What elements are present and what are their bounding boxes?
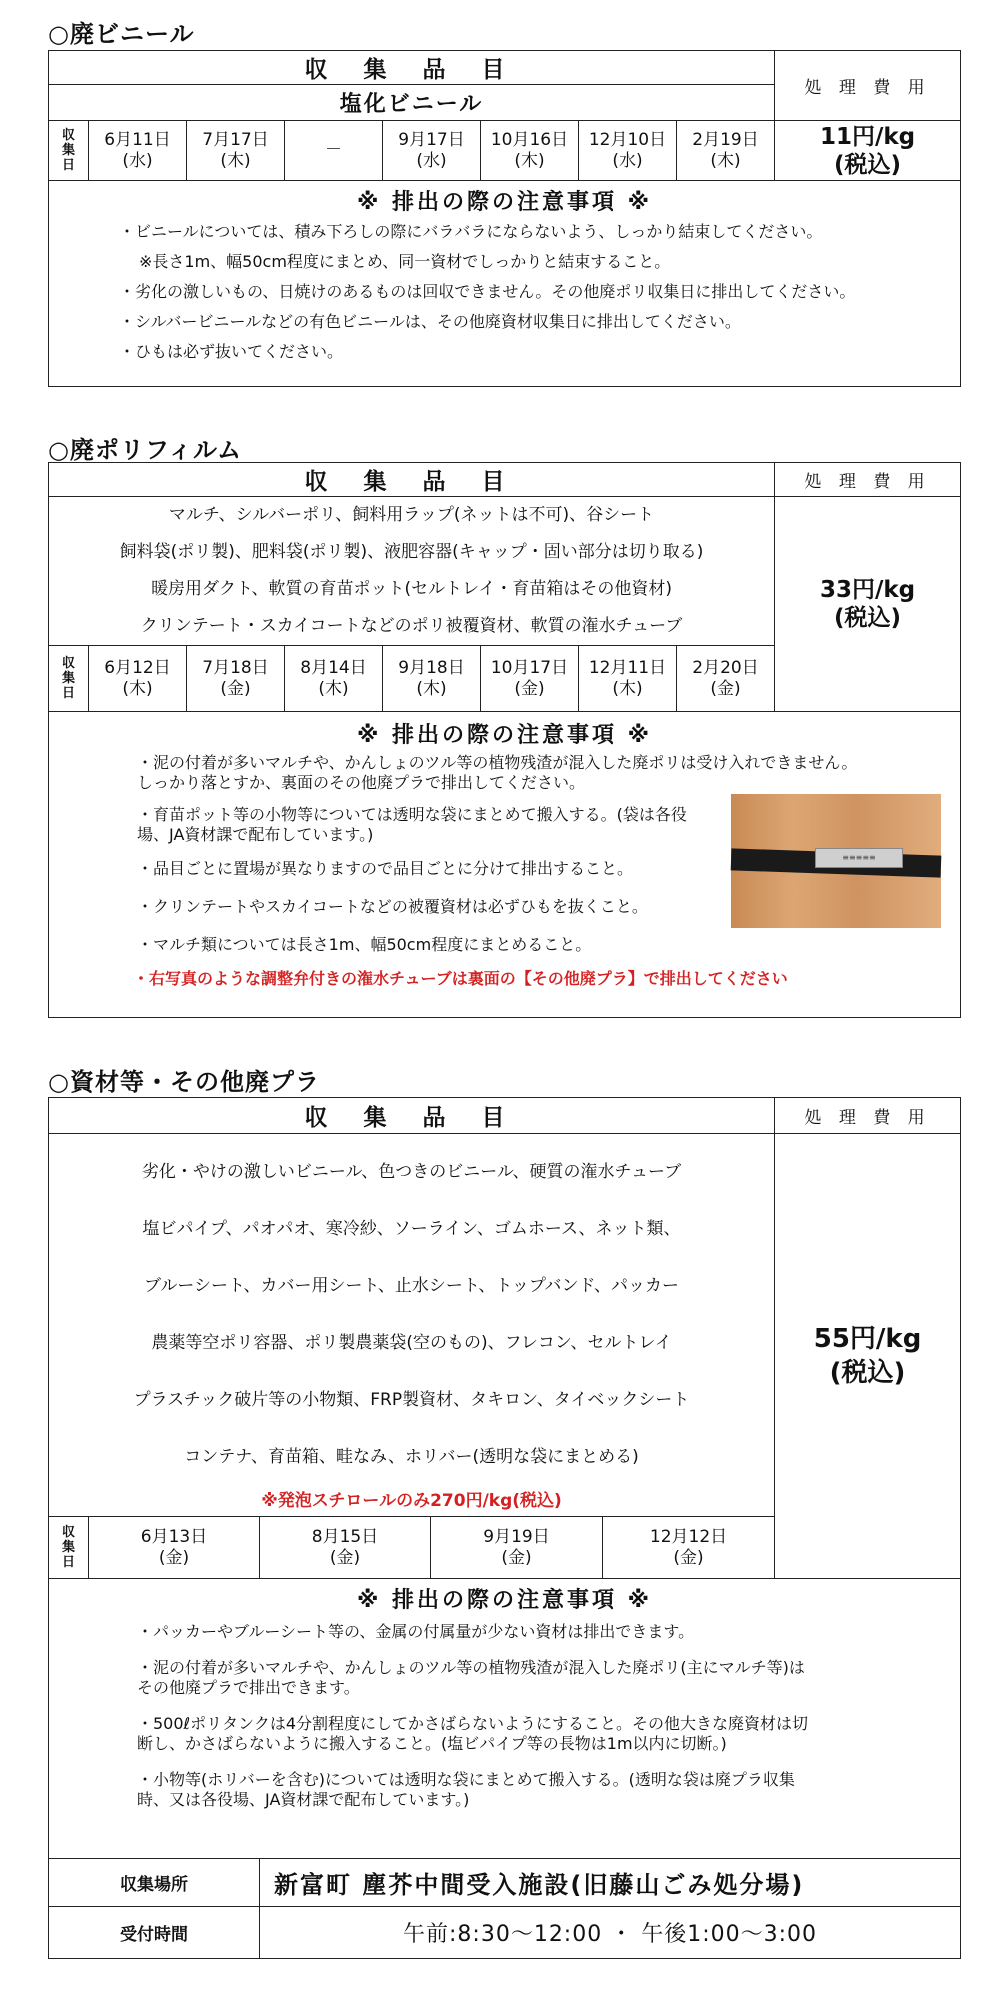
items-list [49,497,775,646]
collection-day-label: 収 集 日 [49,121,89,181]
section-title-polyfilm: ○廃ポリフィルム [48,436,243,464]
item-line: マルチ、シルバーポリ、飼料用ラップ(ネットは不可)、谷シート [168,505,655,525]
fee-header: 処 理 費 用 [775,463,961,497]
collection-items-header: 収 集 品 目 [49,463,775,497]
note-item: ・劣化の激しいもの、日焼けのあるものは回収できません。その他廃ポリ収集日に排出してください。 [119,282,856,301]
note-item: ・パッカーやブルーシート等の、金属の付属量が少ない資材は排出できます。 [137,1622,695,1641]
item-line: 飼料袋(ポリ製)、肥料袋(ポリ製)、液肥容器(キャップ・固い部分は切り取る) [119,542,704,562]
fee-value: 11円/kg (税込) [775,121,961,181]
item-line: 劣化・やけの激しいビニール、色つきのビニール、硬質の潅水チューブ [141,1162,682,1182]
collection-date: 2月20日 (金) [677,646,775,712]
reception-hours: 午前:8:30〜12:00 ・ 午後1:00〜3:00 [260,1907,961,1959]
collection-date: 6月12日 (木) [89,646,187,712]
item-line: ブルーシート、カバー用シート、止水シート、トップバンド、パッカー [144,1276,680,1296]
item-line: プラスチック破片等の小物類、FRP製資材、タキロン、タイベックシート [133,1390,690,1410]
note-item: ・泥の付着が多いマルチや、かんしょのツル等の植物残渣が混入した廃ポリ(主にマルチ等)はその他廃プラで排出できます。 [137,1658,805,1697]
note-item: ・品目ごとに置場が異なりますので品目ごとに分けて排出すること。 [137,859,634,878]
note-item: ・クリンテートやスカイコートなどの被覆資材は必ずひもを抜くこと。 [137,897,648,916]
note-item: ・500ℓポリタンクは4分割程度にしてかさばらないようにすること。その他大きな廃資材は切断し、かさばらないように搬入すること。(塩ビパイプ等の長物は1m以内に切断。) [137,1714,809,1753]
notes-box [49,1579,961,1859]
notes-title: ※ 排出の際の注意事項 ※ [356,190,653,215]
item-line: コンテナ、育苗箱、畦なみ、ホリバー(透明な袋にまとめる) [184,1447,639,1467]
vinyl-table [48,50,961,387]
irrigation-tube-photo: ≡≡≡≡≡ [731,794,941,928]
note-item: ・ビニールについては、積み下ろしの際にバラバラにならないよう、しっかり結束してください。 [119,222,823,241]
other-plastics-table [48,1097,961,1959]
notes-box [49,712,961,1018]
material-name: 塩化ビニール [49,85,775,121]
note-item: ・マルチ類については長さ1m、幅50cm程度にまとめること。 [137,935,592,954]
notes-title: ※ 排出の際の注意事項 ※ [356,1588,653,1613]
item-line: 塩ビパイプ、パオパオ、寒冷紗、ソーライン、ゴムホース、ネット類、 [142,1219,681,1239]
collection-date: 10月17日 (金) [481,646,579,712]
fee-value: 55円/kg (税込) [775,1134,961,1579]
notes-title: ※ 排出の際の注意事項 ※ [356,723,653,748]
styrofoam-fee-note: ※発泡スチロールのみ270円/kg(税込) [261,1491,562,1511]
fee-value: 33円/kg (税込) [775,497,961,712]
item-line: クリンテート・スカイコートなどのポリ被覆資材、軟質の潅水チューブ [140,616,683,636]
note-item-warning: ・右写真のような調整弁付きの潅水チューブは裏面の【その他廃プラ】で排出してください [133,969,788,988]
collection-place: 新富町 塵芥中間受入施設(旧藤山ごみ処分場) [260,1859,961,1907]
fee-header: 処 理 費 用 [775,51,961,121]
collection-date: 2月19日 (木) [677,121,775,181]
note-item: ・シルバービニールなどの有色ビニールは、その他廃資材収集日に排出してください。 [119,312,741,331]
collection-date: 9月18日 (木) [383,646,481,712]
polyfilm-table [48,462,961,1018]
collection-date: 6月13日 (金) [89,1517,260,1579]
reception-hours-label: 受付時間 [49,1907,260,1959]
collection-date: 7月18日 (金) [187,646,285,712]
collection-date: 12月12日 (金) [603,1517,775,1579]
section-title-other-plastics: ○資材等・その他廃プラ [48,1068,320,1096]
items-list [49,1134,775,1517]
collection-date: 9月19日 (金) [431,1517,603,1579]
collection-day-label: 収 集 日 [49,646,89,712]
note-item: ・育苗ポット等の小物等については透明な袋にまとめて搬入する。(袋は各役場、JA資材課で配布しています。) [137,805,687,844]
note-item: ・小物等(ホリバーを含む)については透明な袋にまとめて搬入する。(透明な袋は廃プラ収集時、又は各役場、JA資材課で配布しています。) [137,1770,795,1809]
collection-date: 7月17日 (木) [187,121,285,181]
section-title-vinyl: ○廃ビニール [48,20,195,48]
collection-day-label: 収 集 日 [49,1517,89,1579]
collection-date: 8月14日 (木) [285,646,383,712]
collection-date: 6月11日 (水) [89,121,187,181]
collection-date: 10月16日 (木) [481,121,579,181]
item-line: 農薬等空ポリ容器、ポリ製農薬袋(空のもの)、フレコン、セルトレイ [151,1333,672,1353]
notes-box [49,181,961,387]
collection-items-header: 収 集 品 目 [49,51,775,85]
fee-header: 処 理 費 用 [775,1098,961,1134]
note-item: ・泥の付着が多いマルチや、かんしょのツル等の植物残渣が混入した廃ポリは受け入れできません。しっかり落とすか、裏面のその他廃プラで排出してください。 [137,753,858,792]
note-item: ※長さ1m、幅50cm程度にまとめ、同一資材でしっかりと結束すること。 [139,252,671,271]
collection-date: － [285,121,383,181]
collection-place-label: 収集場所 [49,1859,260,1907]
item-line: 暖房用ダクト、軟質の育苗ポット(セルトレイ・育苗箱はその他資材) [151,579,672,599]
collection-date: 12月11日 (木) [579,646,677,712]
note-item: ・ひもは必ず抜いてください。 [119,342,344,361]
collection-date: 12月10日 (水) [579,121,677,181]
collection-items-header: 収 集 品 目 [49,1098,775,1134]
collection-date: 9月17日 (水) [383,121,481,181]
collection-date: 8月15日 (金) [260,1517,431,1579]
